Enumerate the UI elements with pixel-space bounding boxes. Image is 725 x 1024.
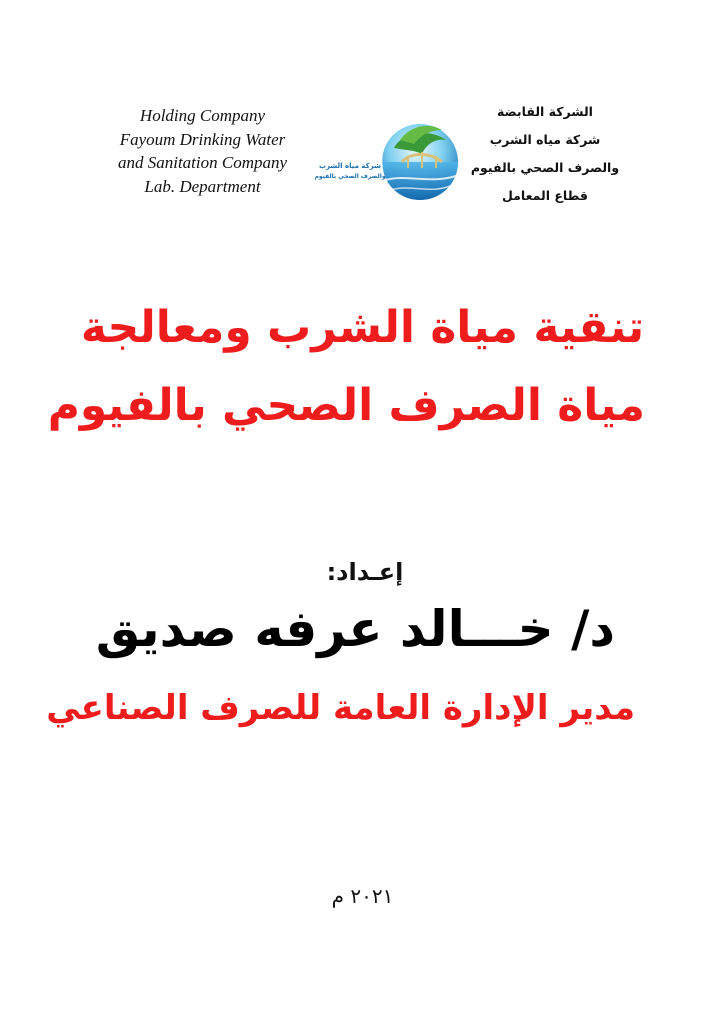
- arabic-header-line: والصرف الصحي بالفيوم: [470, 160, 620, 175]
- english-header-line: and Sanitation Company: [117, 153, 288, 172]
- arabic-header-line: الشركة القابضة: [497, 104, 593, 119]
- document-year: ٢٠٢١ م: [331, 884, 394, 908]
- author-position: مدير الإدارة العامة للصرف الصناعي: [46, 688, 635, 728]
- document-title-line: تنقية مياة الشرب ومعالجة: [80, 302, 645, 353]
- author-name: د/ خـــالد عرفه صديق: [95, 600, 615, 658]
- arabic-header-line: شركة مياه الشرب: [489, 132, 601, 147]
- arabic-header: [470, 98, 620, 210]
- english-header-line: Holding Company: [139, 106, 266, 125]
- english-header: [95, 104, 310, 198]
- english-header-line: Lab. Department: [144, 176, 261, 196]
- document-title-line: مياة الصرف الصحي بالفيوم: [47, 380, 645, 431]
- prepared-by-label: إعـداد:: [326, 558, 404, 586]
- company-logo-icon: [314, 110, 465, 210]
- logo-text: شركة مياه الشرب: [319, 162, 381, 170]
- arabic-header-line: قطاع المعامل: [502, 188, 588, 203]
- english-header-line: Fayoum Drinking Water: [119, 129, 286, 149]
- logo-text: والصرف الصحي بالفيوم: [314, 173, 386, 180]
